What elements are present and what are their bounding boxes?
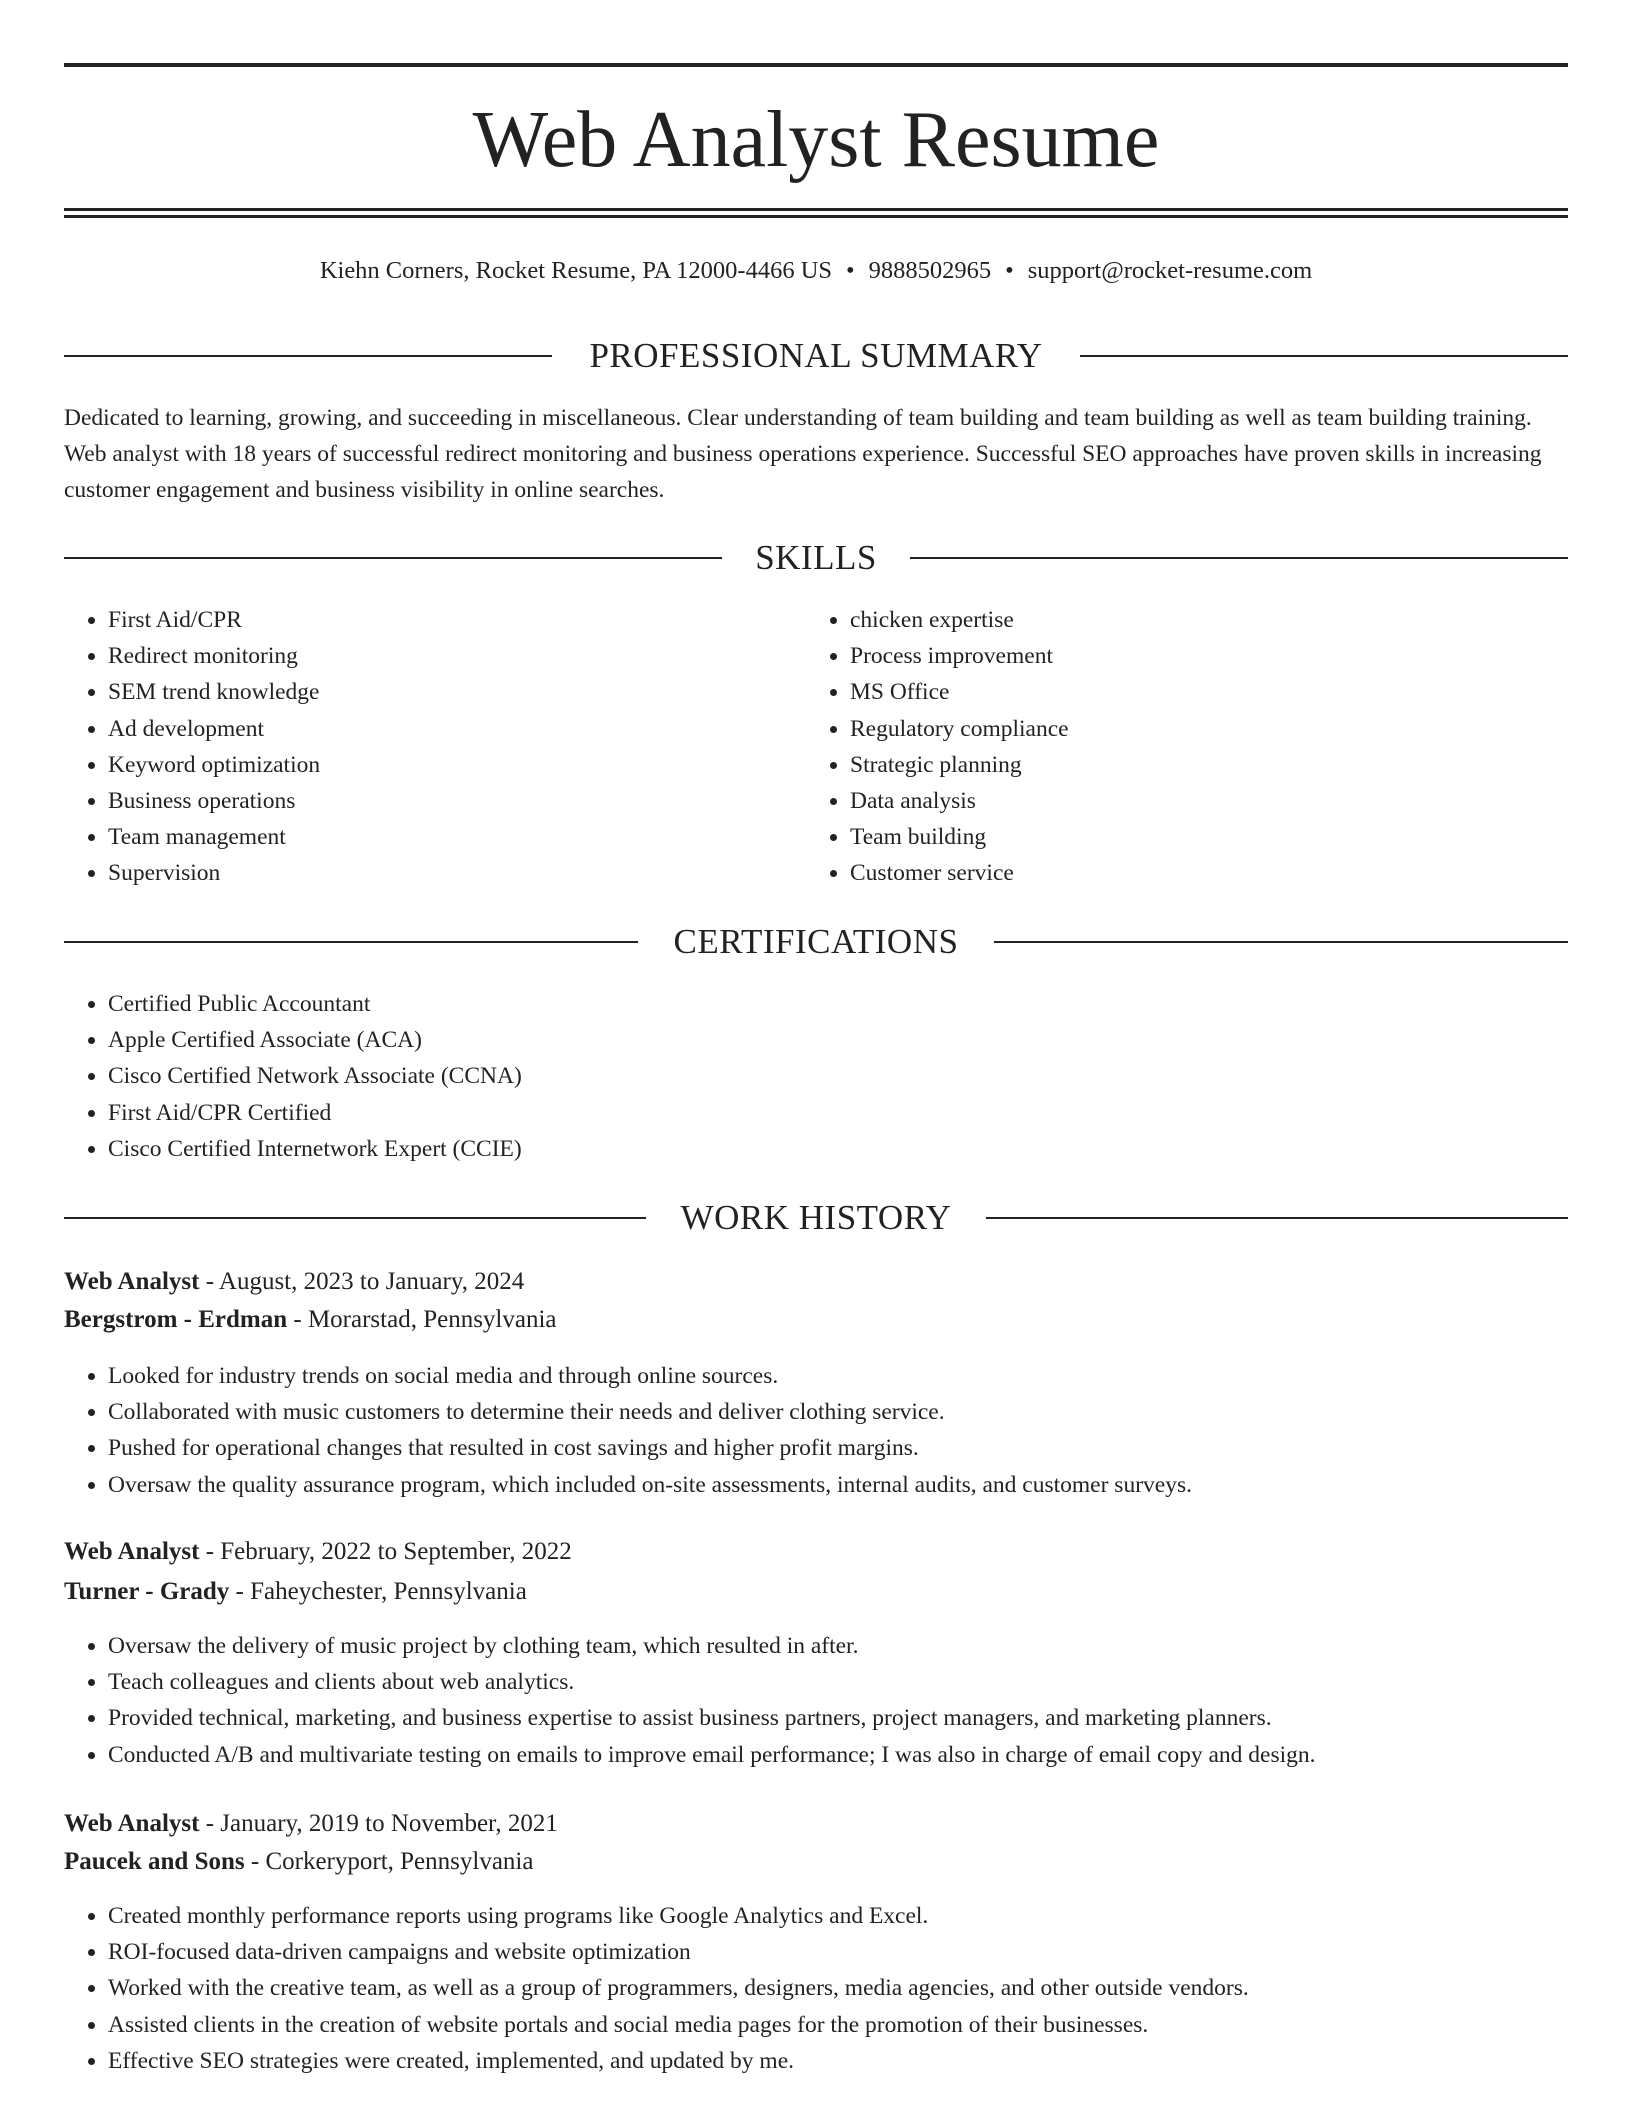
job-bullet-item: • Assisted clients in the creation of website portals and social media pages for the promotion of their businesses. bbox=[108, 2007, 1588, 2043]
certifications-section-heading bbox=[64, 920, 1568, 964]
job-company: Paucek and Sons bbox=[64, 1848, 245, 1875]
contact-address: Kiehn Corners, Rocket Resume, PA 12000-4466 US bbox=[319, 257, 833, 284]
title-rule-upper bbox=[64, 208, 1568, 211]
skills-list-left bbox=[64, 602, 808, 892]
job-location: - Morarstad, Pennsylvania bbox=[287, 1306, 557, 1333]
certifications-heading-text: CERTIFICATIONS bbox=[642, 922, 991, 961]
contact-email[interactable]: support@rocket-resume.com bbox=[1027, 257, 1313, 284]
skill-item: • MS Office bbox=[850, 674, 1550, 710]
job-dates: - February, 2022 to September, 2022 bbox=[199, 1538, 572, 1565]
certification-item: • Cisco Certified Internetwork Expert (CCIE) bbox=[108, 1131, 1508, 1167]
skill-item: • Team building bbox=[850, 819, 1550, 855]
top-rule bbox=[64, 63, 1568, 67]
job-bullet-item: • ROI-focused data-driven campaigns and website optimization bbox=[108, 1934, 1588, 1970]
skill-item: • First Aid/CPR bbox=[108, 602, 808, 638]
contact-separator: • bbox=[846, 257, 855, 284]
resume-title: Web Analyst Resume bbox=[472, 96, 1160, 184]
contact-separator: • bbox=[1005, 257, 1014, 284]
skill-item: • chicken expertise bbox=[850, 602, 1550, 638]
certification-item: • Cisco Certified Network Associate (CCNA) bbox=[108, 1058, 1508, 1094]
skills-heading-text: SKILLS bbox=[723, 538, 909, 577]
job-bullet-item: • Conducted A/B and multivariate testing on emails to improve email performance; I was also in charge of email copy and design. bbox=[108, 1737, 1588, 1773]
skill-item: • Customer service bbox=[850, 855, 1550, 891]
job-location: - Corkeryport, Pennsylvania bbox=[244, 1848, 534, 1875]
skills-list-right bbox=[806, 602, 1550, 892]
skill-item: • SEM trend knowledge bbox=[108, 674, 808, 710]
job-title: Web Analyst bbox=[64, 1810, 200, 1837]
skill-item: • Process improvement bbox=[850, 638, 1550, 674]
skill-item: • Supervision bbox=[108, 855, 808, 891]
summary-text: Dedicated to learning, growing, and succeeding in miscellaneous. Clear understanding of team building and team building as well as team building training. Web analyst with 18 years of successful redirect monitoring and business operations experience. Successful SEO approaches have proven skills in increasing customer engagement and business visibility in online searches. bbox=[64, 405, 1542, 503]
certification-item: • Certified Public Accountant bbox=[108, 986, 1508, 1022]
job-title-line bbox=[64, 1264, 524, 1300]
job-location: - Faheychester, Pennsylvania bbox=[229, 1578, 527, 1605]
title-rule-lower bbox=[64, 215, 1568, 218]
job-dates: - January, 2019 to November, 2021 bbox=[199, 1810, 558, 1837]
job-bullet-item: • Provided technical, marketing, and business expertise to assist business partners, project managers, and marketing planners. bbox=[108, 1700, 1588, 1736]
certification-item: • First Aid/CPR Certified bbox=[108, 1095, 1508, 1131]
summary-section-heading bbox=[64, 334, 1568, 378]
job-bullet-item: • Created monthly performance reports using programs like Google Analytics and Excel. bbox=[108, 1898, 1588, 1934]
work-history-heading-text: WORK HISTORY bbox=[649, 1198, 984, 1237]
work-history-section-heading bbox=[64, 1196, 1568, 1240]
job-bullet-item: • Teach colleagues and clients about web analytics. bbox=[108, 1664, 1588, 1700]
summary-heading-text: PROFESSIONAL SUMMARY bbox=[557, 336, 1074, 375]
job-company-line bbox=[64, 1574, 527, 1610]
job-title-line bbox=[64, 1806, 558, 1842]
skill-item: • Strategic planning bbox=[850, 747, 1550, 783]
skill-item: • Keyword optimization bbox=[108, 747, 808, 783]
skill-item: • Team management bbox=[108, 819, 808, 855]
job-bullet-item: • Effective SEO strategies were created, implemented, and updated by me. bbox=[108, 2043, 1588, 2079]
job-bullet-item: • Oversaw the delivery of music project by clothing team, which resulted in after. bbox=[108, 1628, 1588, 1664]
job-bullet-item: • Pushed for operational changes that resulted in cost savings and higher profit margins. bbox=[108, 1430, 1588, 1466]
skills-section-heading bbox=[64, 536, 1568, 580]
skill-item: • Business operations bbox=[108, 783, 808, 819]
job-bullet-item: • Worked with the creative team, as well as a group of programmers, designers, media agencies, and other outside vendors. bbox=[108, 1970, 1588, 2006]
contact-line bbox=[64, 254, 1568, 288]
job-company-line bbox=[64, 1302, 557, 1338]
skill-item: • Regulatory compliance bbox=[850, 711, 1550, 747]
job-company-line bbox=[64, 1844, 533, 1880]
certifications-list bbox=[64, 986, 1508, 1167]
skill-item: • Redirect monitoring bbox=[108, 638, 808, 674]
job-bullet-item: • Collaborated with music customers to determine their needs and deliver clothing service. bbox=[108, 1394, 1588, 1430]
job-bullets bbox=[64, 1358, 1588, 1503]
job-company: Bergstrom - Erdman bbox=[64, 1306, 288, 1333]
job-title: Web Analyst bbox=[64, 1538, 200, 1565]
job-company: Turner - Grady bbox=[64, 1578, 230, 1605]
certification-item: • Apple Certified Associate (ACA) bbox=[108, 1022, 1508, 1058]
contact-phone: 9888502965 bbox=[868, 257, 992, 284]
job-title: Web Analyst bbox=[64, 1268, 200, 1295]
job-bullet-item: • Oversaw the quality assurance program, which included on-site assessments, internal audits, and customer surveys. bbox=[108, 1467, 1588, 1503]
job-bullets bbox=[64, 1898, 1588, 2079]
skill-item: • Ad development bbox=[108, 711, 808, 747]
job-bullet-item: • Looked for industry trends on social media and through online sources. bbox=[108, 1358, 1588, 1394]
job-dates: - August, 2023 to January, 2024 bbox=[199, 1268, 525, 1295]
job-title-line bbox=[64, 1534, 572, 1570]
job-bullets bbox=[64, 1628, 1588, 1773]
skill-item: • Data analysis bbox=[850, 783, 1550, 819]
